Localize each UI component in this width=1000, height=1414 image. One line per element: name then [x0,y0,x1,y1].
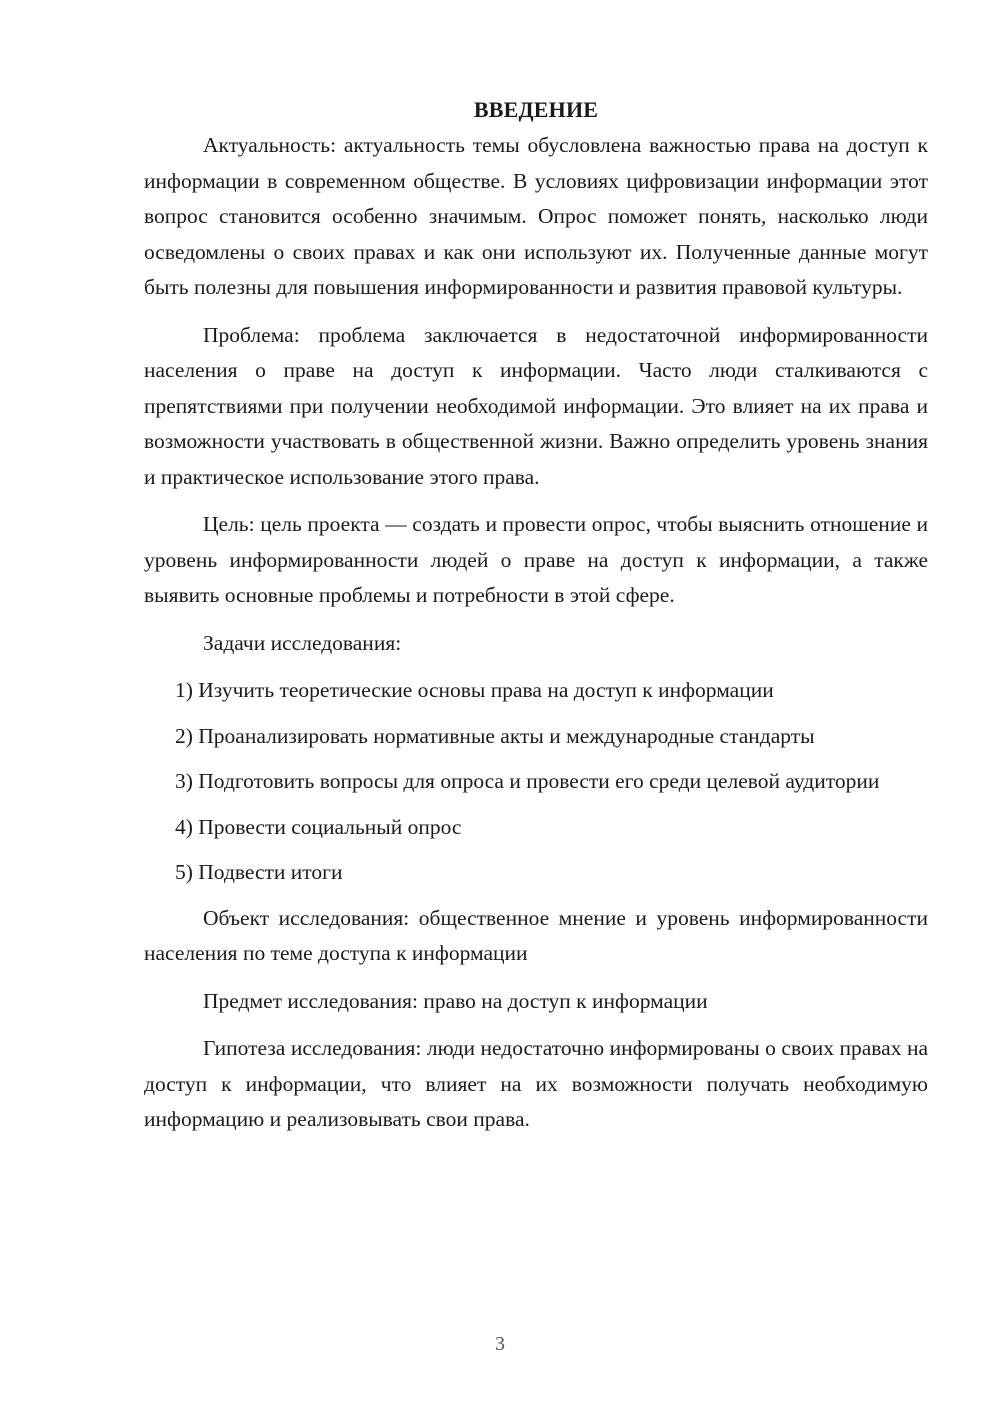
tasks-heading: Задачи исследования: [203,630,402,655]
hypothesis-paragraph: Гипотеза исследования: люди недостаточно информированы о своих правах на доступ к информации, что влияет на их возможности получать необходимую информацию и реализовывать свои права. [144,1036,928,1131]
problem-paragraph: Проблема: проблема заключается в недостаточной информированности населения о праве на доступ к информации. Часто люди сталкиваются с препятствиями при получении необходимой информации. Это влияет на их права и возможности участвовать в общественной жизни. Важно определить уровень знания и практическое использование этого права. [144,322,928,489]
document-page [144,92,928,1150]
object-paragraph: Объект исследования: общественное мнение и уровень информированности населения по теме доступа к информации [144,905,928,965]
task-item-3: 3) Подготовить вопросы для опроса и провести его среди целевой аудитории [175,769,880,793]
task-item-2: 2) Проанализировать нормативные акты и международные стандарты [175,723,815,748]
task-item-4: 4) Провести социальный опрос [175,814,462,839]
task-item-1: 1) Изучить теоретические основы права на доступ к информации [175,678,774,702]
goal-paragraph: Цель: цель проекта — создать и провести опрос, чтобы выяснить отношение и уровень информированности людей о праве на доступ к информации, а также выявить основные проблемы и потребности в этой сфере. [144,512,928,607]
relevance-paragraph: Актуальность: актуальность темы обусловлена важностью права на доступ к информации в современном обществе. В условиях цифровизации информации этот вопрос становится особенно значимым. Опрос поможет понять, насколько люди осведомлены о своих правах и как они используют их. Полученные данные могут быть полезны для повышения информированности и развития правовой культуры. [144,133,928,299]
task-item-5: 5) Подвести итоги [175,860,343,884]
page-number: 3 [495,1333,505,1355]
section-heading: ВВЕДЕНИЕ [473,97,599,122]
subject-paragraph: Предмет исследования: право на доступ к информации [203,988,708,1013]
